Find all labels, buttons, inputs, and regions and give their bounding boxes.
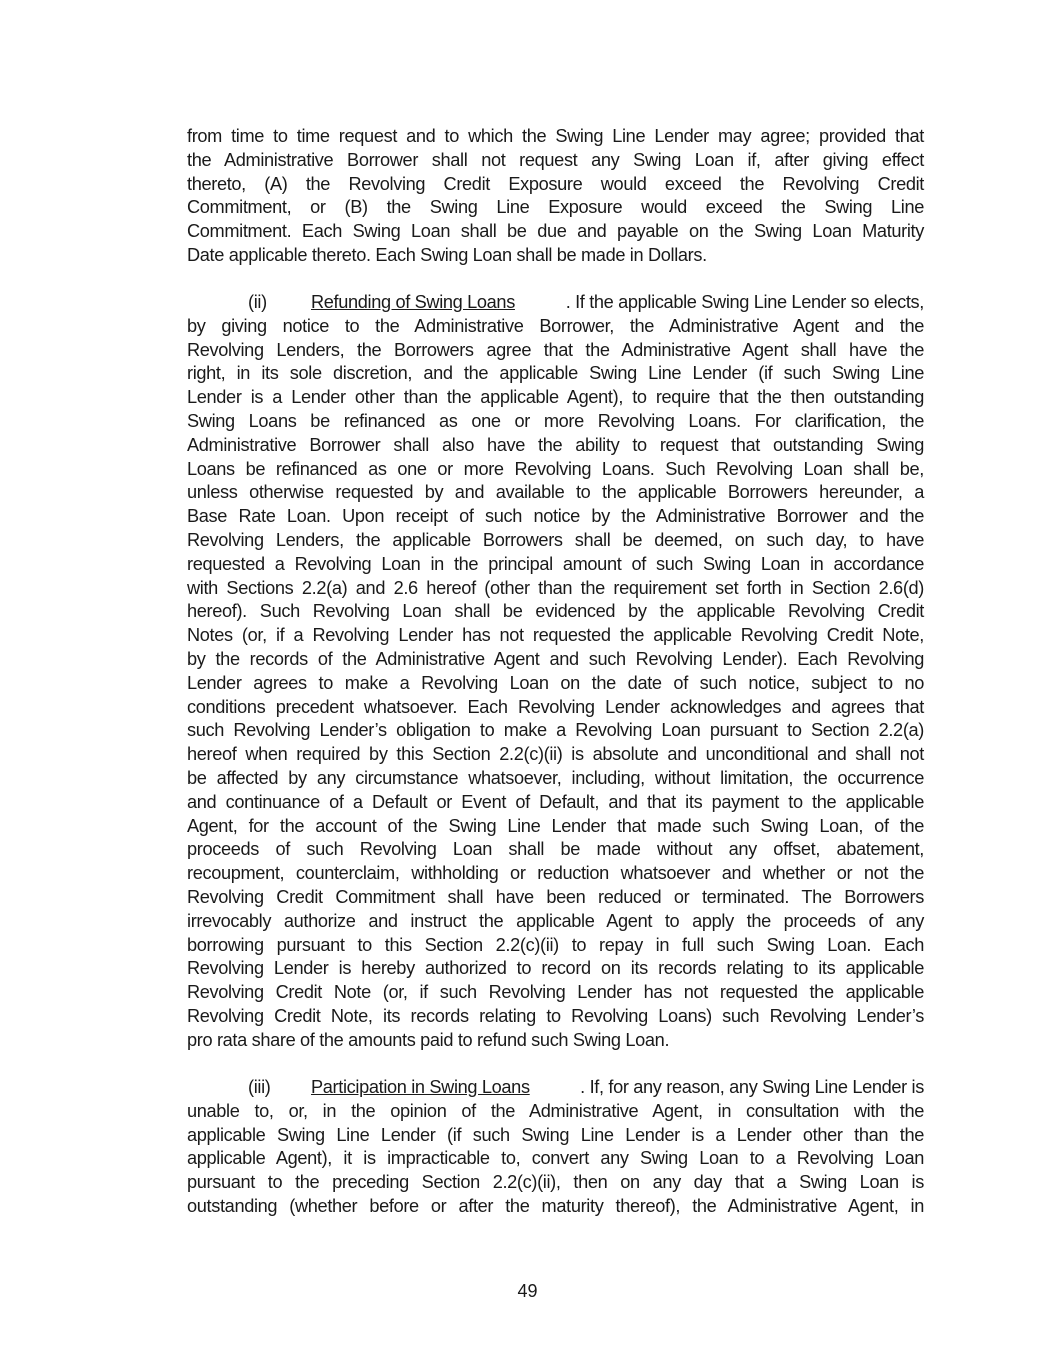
text-line: applicable Swing Line Lender (if such Swing Line Lender is a Lender other than the (187, 1124, 924, 1145)
text-line: hereof). Such Revolving Loan shall be evidenced by the applicable Revolving Credit (187, 601, 924, 622)
paragraph-refunding-of-swing-loans (187, 291, 924, 1053)
text-line: Date applicable thereto. Each Swing Loan shall be made in Dollars. (187, 244, 707, 265)
text-line: Notes (or, if a Revolving Lender has not requested the applicable Revolving Credit Note, (187, 625, 924, 646)
paragraph-swing-loan-request (187, 125, 924, 268)
text-line: Commitment. Each Swing Loan shall be due and payable on the Swing Loan Maturity (187, 221, 924, 242)
paragraph-body (187, 1100, 924, 1219)
text-line: Commitment, or (B) the Swing Line Exposure would exceed the Swing Line (187, 197, 924, 218)
text-line: unable to, or, in the opinion of the Administrative Agent, in consultation with the (187, 1100, 924, 1121)
text-line: such Revolving Lender’s obligation to make a Revolving Loan pursuant to Section 2.2(a) (187, 720, 924, 741)
text-line: pro rata share of the amounts paid to refund such Swing Loan. (187, 1029, 670, 1050)
text-line: and continuance of a Default or Event of Default, and that its payment to the applicable (187, 791, 924, 812)
section-marker: (ii) (248, 292, 267, 312)
text-line: Revolving Lender is hereby authorized to record on its records relating to its applicable (187, 958, 924, 979)
text-line: applicable Agent), it is impracticable to, convert any Swing Loan to a Revolving Loan (187, 1148, 924, 1169)
text-line: right, in its sole discretion, and the applicable Swing Line Lender (if such Swing Line (187, 363, 924, 384)
text-line: conditions precedent whatsoever. Each Revolving Lender acknowledges and agrees that (187, 696, 924, 717)
text-line: Lender agrees to make a Revolving Loan on the date of such notice, subject to no (187, 672, 924, 693)
text-line: Revolving Credit Commitment shall have been reduced or terminated. The Borrowers (187, 886, 924, 907)
text-line: recoupment, counterclaim, withholding or reduction whatsoever and whether or not the (187, 863, 924, 884)
text-line: requested a Revolving Loan in the principal amount of such Swing Loan in accordance (187, 553, 924, 574)
paragraph-participation-in-swing-loans (187, 1076, 924, 1219)
text-line: hereof when required by this Section 2.2(c)(ii) is absolute and unconditional and shall not (187, 744, 924, 765)
heading-line-text: . If, for any reason, any Swing Line Lender is (580, 1077, 924, 1097)
paragraph-heading-line (187, 1076, 924, 1100)
text-line: with Sections 2.2(a) and 2.6 hereof (other than the requirement set forth in Section 2.6(d) (187, 577, 924, 598)
text-line: Revolving Lenders, the Borrowers agree that the Administrative Agent shall have the (187, 339, 924, 360)
paragraph-body (187, 315, 924, 1053)
section-heading: Participation in Swing Loans (311, 1077, 530, 1097)
page-number: 49 (517, 1281, 538, 1301)
text-line: outstanding (whether before or after the maturity thereof), the Administrative Agent, in (187, 1195, 924, 1216)
text-line: unless otherwise requested by and available to the applicable Borrowers hereunder, a (187, 482, 924, 503)
text-line: by the records of the Administrative Agent and such Revolving Lender). Each Revolving (187, 648, 924, 669)
text-line: Administrative Borrower shall also have the ability to request that outstanding Swing (187, 434, 924, 455)
text-line: irrevocably authorize and instruct the applicable Agent to apply the proceeds of any (187, 910, 924, 931)
paragraph-heading-line (187, 291, 924, 315)
text-line: Lender is a Lender other than the applicable Agent), to require that the then outstanding (187, 387, 924, 408)
text-line: the Administrative Borrower shall not request any Swing Loan if, after giving effect (187, 149, 924, 170)
text-line: proceeds of such Revolving Loan shall be made without any offset, abatement, (187, 839, 924, 860)
text-line: Revolving Lenders, the applicable Borrowers shall be deemed, on such day, to have (187, 529, 924, 550)
text-line: Loans be refinanced as one or more Revolving Loans. Such Revolving Loan shall be, (187, 458, 924, 479)
section-marker: (iii) (248, 1077, 271, 1097)
text-line: Agent, for the account of the Swing Line Lender that made such Swing Loan, of the (187, 815, 924, 836)
text-line: Swing Loans be refinanced as one or more Revolving Loans. For clarification, the (187, 410, 924, 431)
heading-line-text: . If the applicable Swing Line Lender so elects, (565, 292, 924, 312)
text-line: Revolving Credit Note (or, if such Revolving Lender has not requested the applicable (187, 982, 924, 1003)
text-line: pursuant to the preceding Section 2.2(c)(ii), then on any day that a Swing Loan is (187, 1172, 924, 1193)
text-line: thereto, (A) the Revolving Credit Exposure would exceed the Revolving Credit (187, 173, 924, 194)
text-line: from time to time request and to which the Swing Line Lender may agree; provided that (187, 126, 924, 146)
text-line: Revolving Credit Note, its records relating to Revolving Loans) such Revolving Lender’s (187, 1005, 924, 1026)
text-line: by giving notice to the Administrative Borrower, the Administrative Agent and the (187, 315, 924, 336)
text-line: borrowing pursuant to this Section 2.2(c)(ii) to repay in full such Swing Loan. Each (187, 934, 924, 955)
section-heading: Refunding of Swing Loans (311, 292, 515, 312)
text-line: be affected by any circumstance whatsoever, including, without limitation, the occurrence (187, 767, 924, 788)
text-line: Base Rate Loan. Upon receipt of such notice by the Administrative Borrower and the (187, 506, 924, 527)
